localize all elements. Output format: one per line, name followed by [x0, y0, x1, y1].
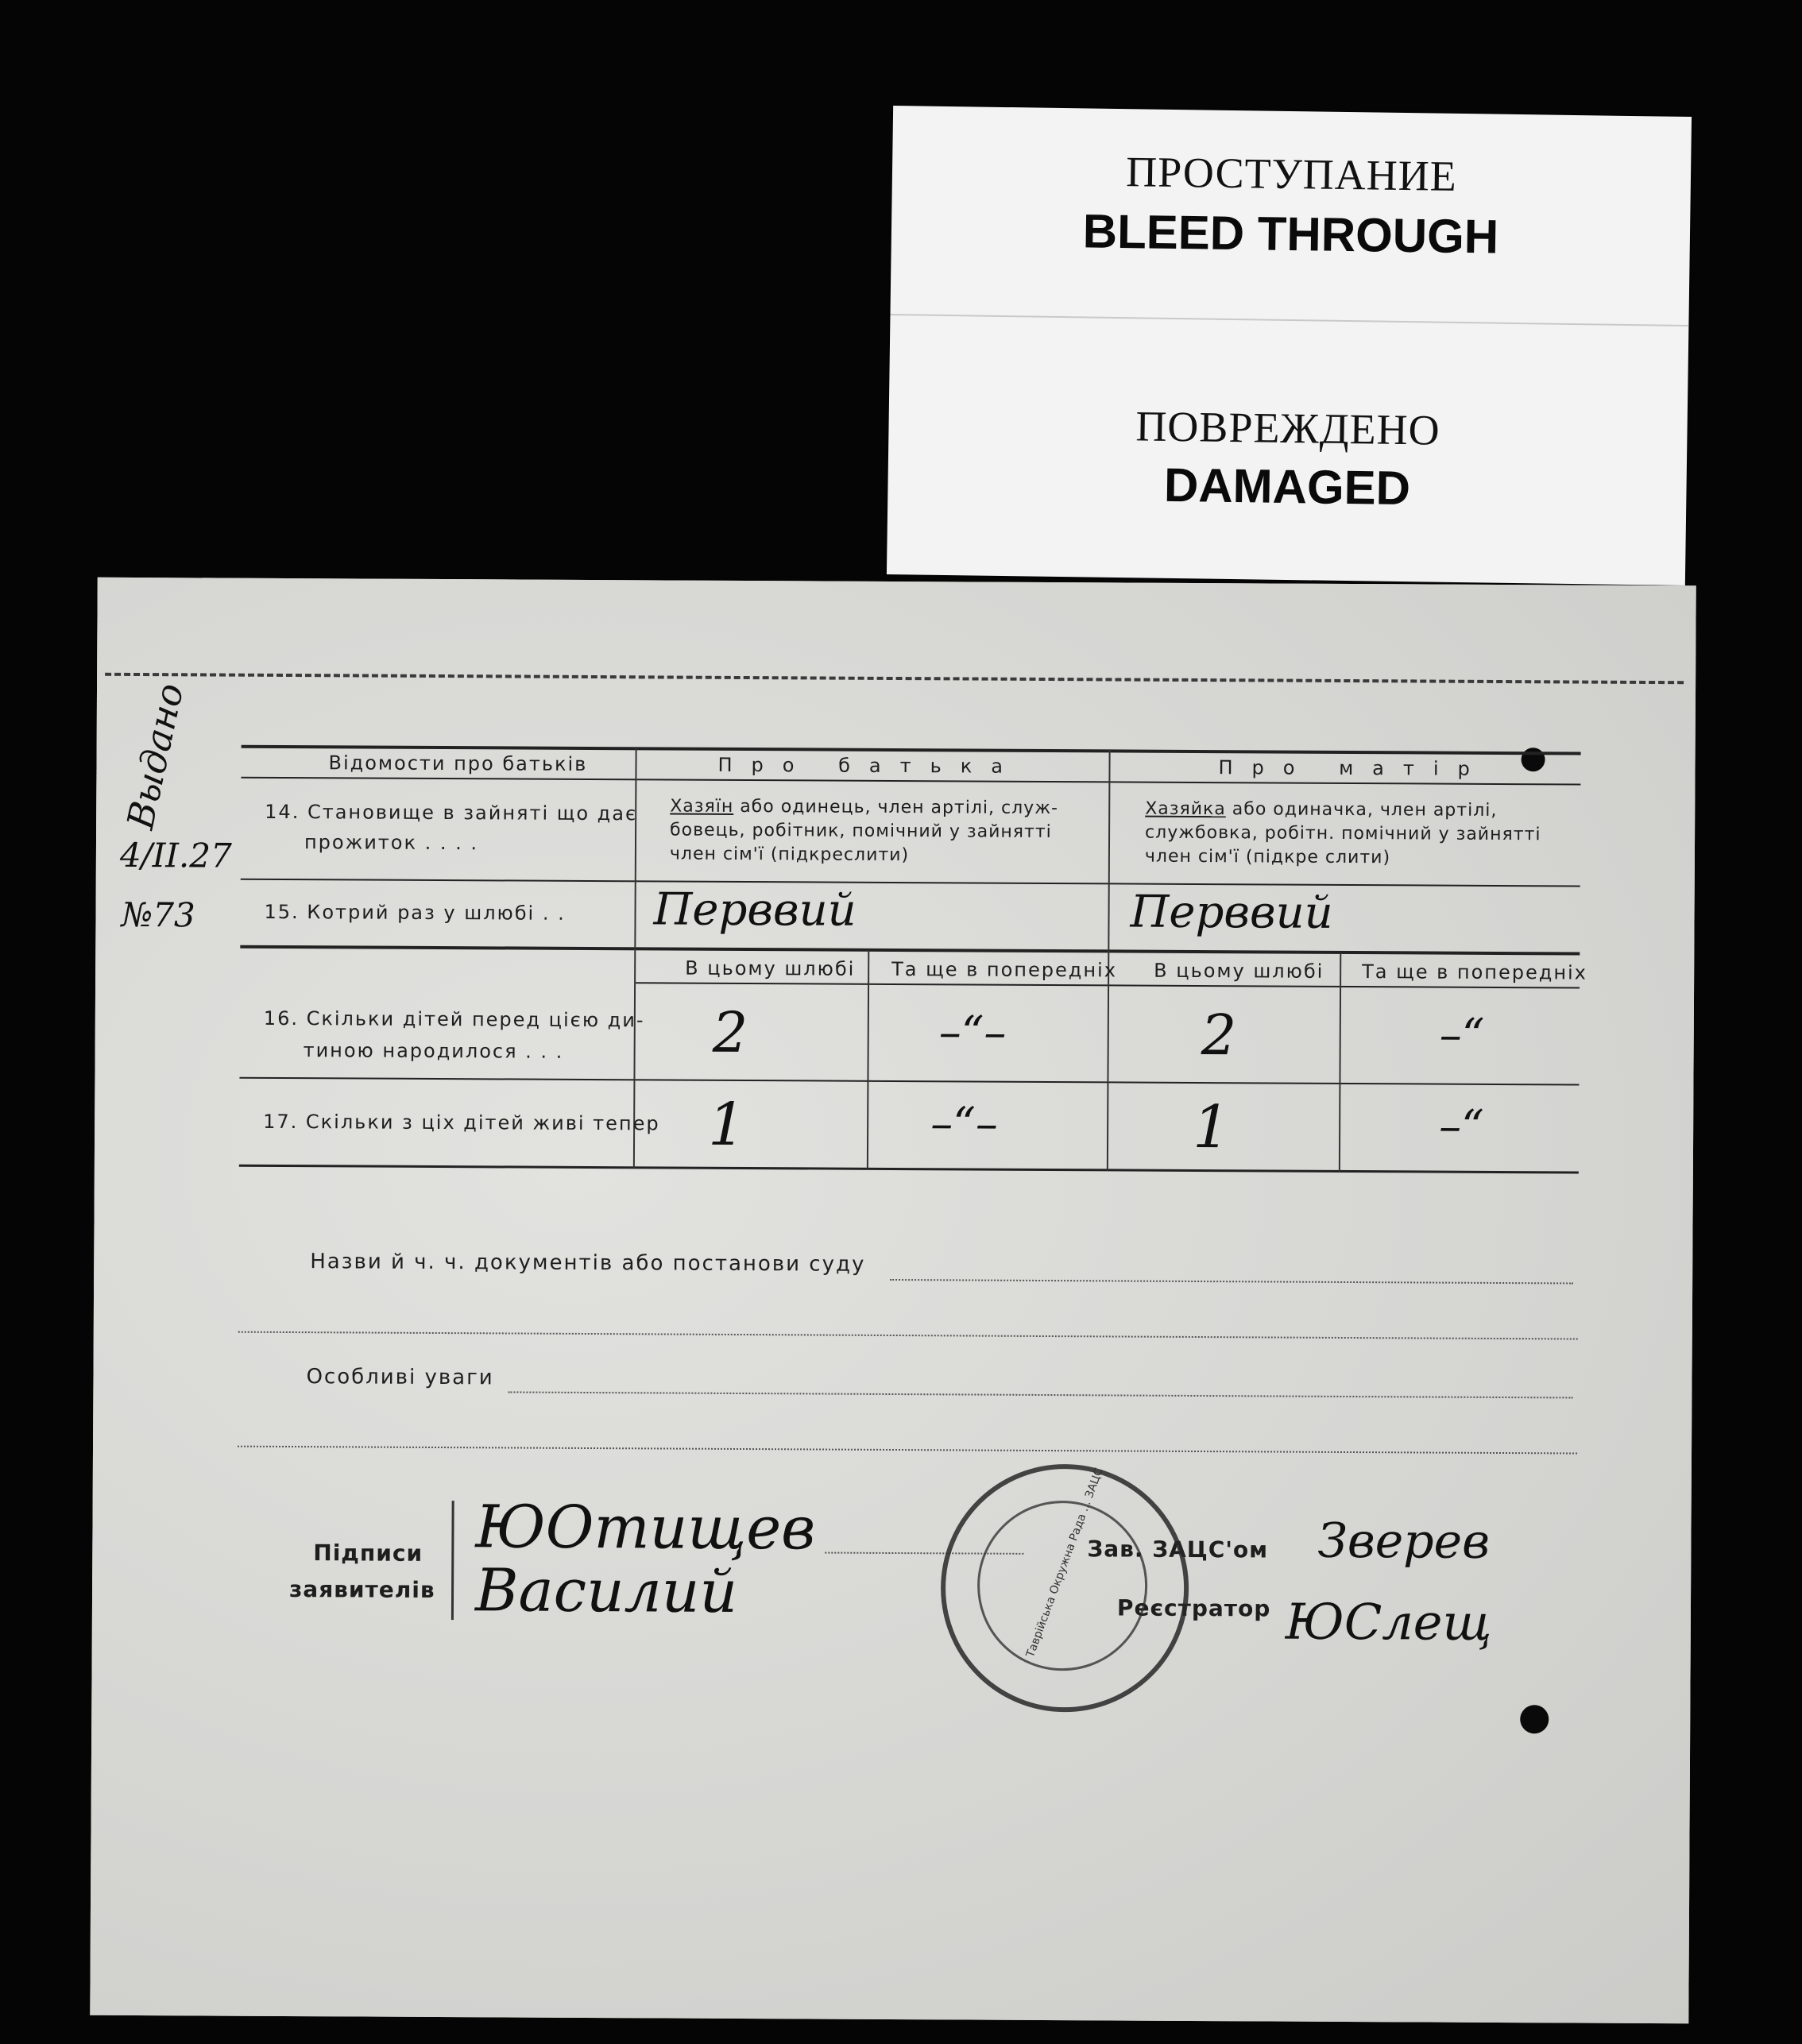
signatures-bracket: [451, 1501, 454, 1620]
row14-mother-text-b: службовка, робітн. помічний у зайнятті: [1145, 822, 1541, 845]
documents-dotline: [890, 1279, 1573, 1285]
row14-mother-text: [1145, 798, 1574, 871]
row16-father-this: 2: [712, 999, 748, 1066]
documents-label: Назви й ч. ч. документів або постанови суду: [310, 1250, 866, 1277]
label-damaged-en: DAMAGED: [1163, 458, 1411, 516]
row14-label: 14. Становище в зайняті що дає: [265, 800, 638, 825]
official-stamp: [940, 1463, 1189, 1713]
row17-label: 17. Скільки з ціх дітей живі тепер: [263, 1110, 660, 1135]
row14-father-underlined: Хазяїн: [670, 796, 734, 817]
perforation-line: [105, 673, 1684, 684]
table-row-rule: [239, 1077, 1579, 1086]
head-of-registry-signature: Зверев: [1317, 1513, 1491, 1570]
remarks-dotline: [508, 1391, 1572, 1398]
label-bleed-through-ru: ПРОСТУПАНИЕ: [1125, 148, 1458, 200]
margin-note-number: №73: [121, 894, 195, 935]
documents-dotline-2: [238, 1331, 1578, 1340]
table-row-rule: [241, 879, 1580, 887]
official-stamp-text: Таврійська Окружна Рада ... ЗАЦС: [1023, 1466, 1106, 1660]
row14-label-cont: прожиток . . . .: [304, 831, 479, 855]
subheader-mother-prev: Та ще в попередніх: [1362, 960, 1588, 984]
header-parents-info: Відомости про батьків: [328, 752, 588, 775]
registrar-signature: ЮСлещ: [1285, 1592, 1492, 1652]
row14-father-text-a: або одинець, член артілі, служ-: [740, 796, 1059, 819]
row16-label-cont: тиною народилося . . .: [303, 1039, 564, 1063]
row14-mother-text-c: член сім'ї (підкре слити): [1144, 846, 1391, 868]
label-damaged-ru: ПОВРЕЖДЕНО: [1135, 402, 1441, 454]
applicants-signatures-label-cont: заявителів: [288, 1576, 435, 1603]
row17-father-prev: –“–: [930, 1098, 998, 1150]
applicant-signature-1: ЮОтищев: [475, 1493, 816, 1563]
head-of-registry-label: Зав. ЗАЦС'ом: [1087, 1536, 1269, 1563]
row14-father-text-c: член сім'ї (підкреслити): [669, 844, 910, 866]
row14-father-text: [670, 795, 1099, 869]
table-bottom-rule: [239, 1165, 1579, 1174]
subheader-father-this: В цьому шлюбі: [685, 956, 856, 980]
subheader-mother-this: В цьому шлюбі: [1154, 959, 1324, 983]
row16-mother-prev: –“: [1439, 1009, 1485, 1061]
table-col-rule: [1339, 952, 1341, 1172]
row16-label: 16. Скільки дітей перед цією ди-: [263, 1007, 645, 1032]
row14-father-text-b: бовець, робітник, помічний у зайнятті: [670, 820, 1052, 843]
remarks-label: Особливі уваги: [306, 1365, 494, 1390]
row17-father-this: 1: [707, 1090, 746, 1160]
row14-mother-text-a: або одиначка, член артілі,: [1232, 799, 1498, 821]
archive-label-card: [887, 106, 1692, 585]
row15-mother-value: Перввий: [1130, 886, 1333, 939]
punch-hole: [1520, 1705, 1549, 1733]
card-fold-line: [890, 314, 1688, 326]
row15-label: 15. Котрий раз у шлюбі . .: [264, 900, 566, 925]
row16-father-prev: –“–: [938, 1007, 1007, 1059]
header-about-mother: Про матір: [1218, 756, 1489, 780]
row16-mother-this: 2: [1201, 1003, 1237, 1068]
table-col-rule: [867, 950, 869, 1169]
row17-mother-this: 1: [1192, 1092, 1231, 1162]
row14-mother-underlined: Хазяйка: [1145, 798, 1226, 820]
table-row-rule: [240, 945, 1580, 956]
margin-note-issued: Выдано: [118, 679, 192, 833]
remarks-dotline-2: [238, 1446, 1577, 1455]
applicants-signatures-label: Підписи: [313, 1540, 423, 1567]
registrar-label: Реєстратор: [1116, 1594, 1271, 1622]
document-page: [90, 578, 1696, 2024]
row17-mother-prev: –“: [1438, 1100, 1484, 1153]
header-about-father: Про батька: [717, 753, 1023, 778]
subheader-father-prev: Та ще в попередніх: [891, 957, 1118, 982]
row15-father-value: Перввий: [653, 883, 857, 937]
label-bleed-through-en: BLEED THROUGH: [1082, 204, 1499, 264]
applicant-signature-2: Василий: [474, 1556, 738, 1626]
margin-note-date: 4/II.27: [119, 835, 232, 875]
